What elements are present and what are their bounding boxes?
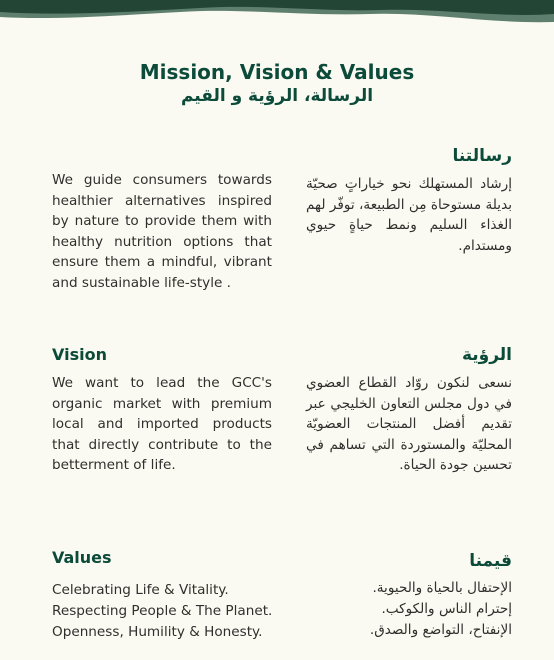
header-wave-decoration bbox=[0, 0, 554, 30]
value-item: Openness, Humility & Honesty. bbox=[52, 624, 263, 640]
mission-heading-arabic: رسالتنا bbox=[452, 146, 512, 166]
page-title: Mission, Vision & Values bbox=[139, 60, 415, 84]
values-list-arabic bbox=[292, 578, 512, 641]
value-item-arabic: الإنفتاح، التواضع والصدق. bbox=[369, 622, 512, 638]
values-heading: Values bbox=[52, 548, 112, 567]
value-item: Celebrating Life & Vitality. bbox=[52, 582, 229, 598]
mission-text-arabic: إرشاد المستهلك نحو خياراتٍ صحيّة بديلة مستوحاة مِن الطبيعة، توفّر لهم الغذاء السليم ونمط حياةٍ حيوي ومستدام. bbox=[306, 176, 512, 254]
vision-text-arabic: نسعى لنكون روّاد القطاع العضوي في دول مجلس التعاون الخليجي عبر تقديم أفضل المنتجات العضويّة المحليّة والمستوردة التي تساهم في تحسين جودة الحياة. bbox=[306, 375, 512, 474]
vision-heading: Vision bbox=[52, 345, 107, 364]
mission-text: We guide consumers towards healthier alternatives inspired by nature to provide them with healthy nutrition options that ensure them a mindful, vibrant and sustainable life-style . bbox=[52, 172, 272, 291]
values-heading-arabic: قيمنا bbox=[469, 551, 512, 571]
vision-heading-arabic: الرؤية bbox=[461, 345, 512, 365]
value-item-arabic: إحترام الناس والكوكب. bbox=[381, 601, 512, 617]
value-item: Respecting People & The Planet. bbox=[52, 603, 273, 619]
values-list bbox=[52, 580, 312, 643]
page-title-arabic: الرسالة، الرؤية و القيم bbox=[180, 86, 374, 106]
vision-text: We want to lead the GCC's organic market with premium local and imported products that directly contribute to the betterment of life. bbox=[52, 375, 272, 474]
wave-front bbox=[0, 0, 554, 15]
value-item-arabic: الإحتفال بالحياة والحيوية. bbox=[372, 580, 512, 596]
